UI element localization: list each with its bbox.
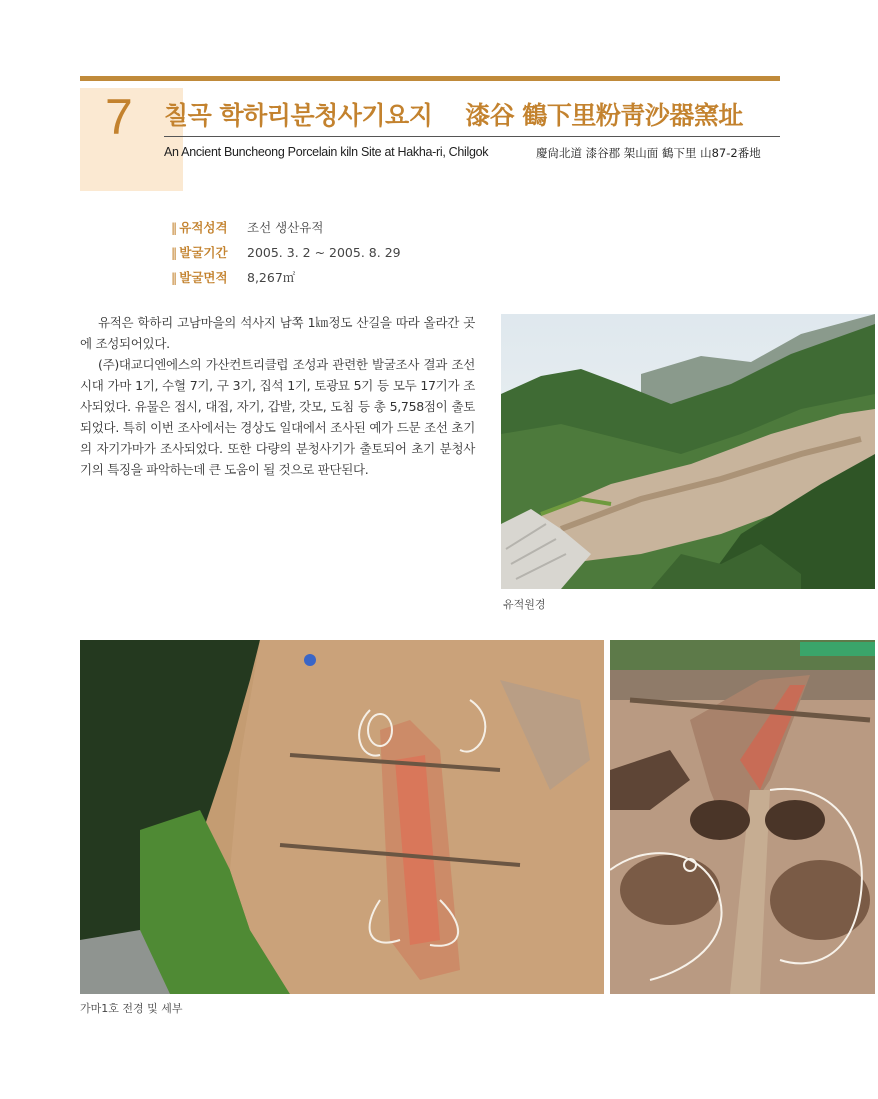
body-paragraph: (주)대교디엔에스의 가산컨트리클럽 조성과 관련한 발굴조사 결과 조선시대 가마 1기, 수혈 7기, 구 3기, 집석 1기, 토광묘 5기 등 모두 17기가 조사되었다. 유물은 접시, 대접, 자기, 갑발, 갓모, 도침 등 총 5,758점이 출토되었다. 특히 이번 조사에서는 경상도 일대에서 조사된 예가 드문 조선 초기의 자기가마가 조사되었다. 또한 다량의 분청사기가 출토되어 초기 분청사기의 특징을 파악하는데 큰 도움이 될 것으로 판단된다. [80,357,475,477]
meta-row [171,215,401,240]
title-hanja: 漆谷 鶴下里粉靑沙器窯址 [465,101,743,130]
kiln-detail-photo [610,640,875,994]
body-paragraph: 유적은 학하리 고남마을의 석사지 남쪽 1㎞정도 산길을 따라 올라간 곳에 조성되어있다. [80,315,475,351]
meta-row [171,240,401,265]
meta-row [171,265,401,290]
site-view-photo [501,314,875,589]
title-english: An Ancient Buncheong Porcelain kiln Site at Hakha-ri, Chilgok [164,145,489,159]
site-view-caption: 유적원경 [503,598,546,611]
kiln-caption: 가마1호 전경 및 세부 [80,1002,183,1015]
page-title [164,96,743,132]
meta-value: 2005. 3. 2 ~ 2005. 8. 29 [247,245,401,260]
meta-label: ‖ 유적성격 [171,215,247,240]
kiln-aerial-photo [80,640,604,994]
meta-label: ‖ 발굴면적 [171,265,247,290]
title-rule [164,136,780,137]
body-text [80,312,475,480]
meta-value: 조선 생산유적 [247,220,324,235]
meta-value: 8,267㎡ [247,270,296,285]
site-address: 慶尙北道 漆谷郡 架山面 鶴下里 山87-2番地 [536,146,761,160]
meta-label: ‖ 발굴기간 [171,240,247,265]
header-rule [80,76,780,81]
section-number: 7 [105,89,133,145]
site-metadata [171,215,401,290]
title-korean: 칠곡 학하리분청사기요지 [164,101,433,130]
